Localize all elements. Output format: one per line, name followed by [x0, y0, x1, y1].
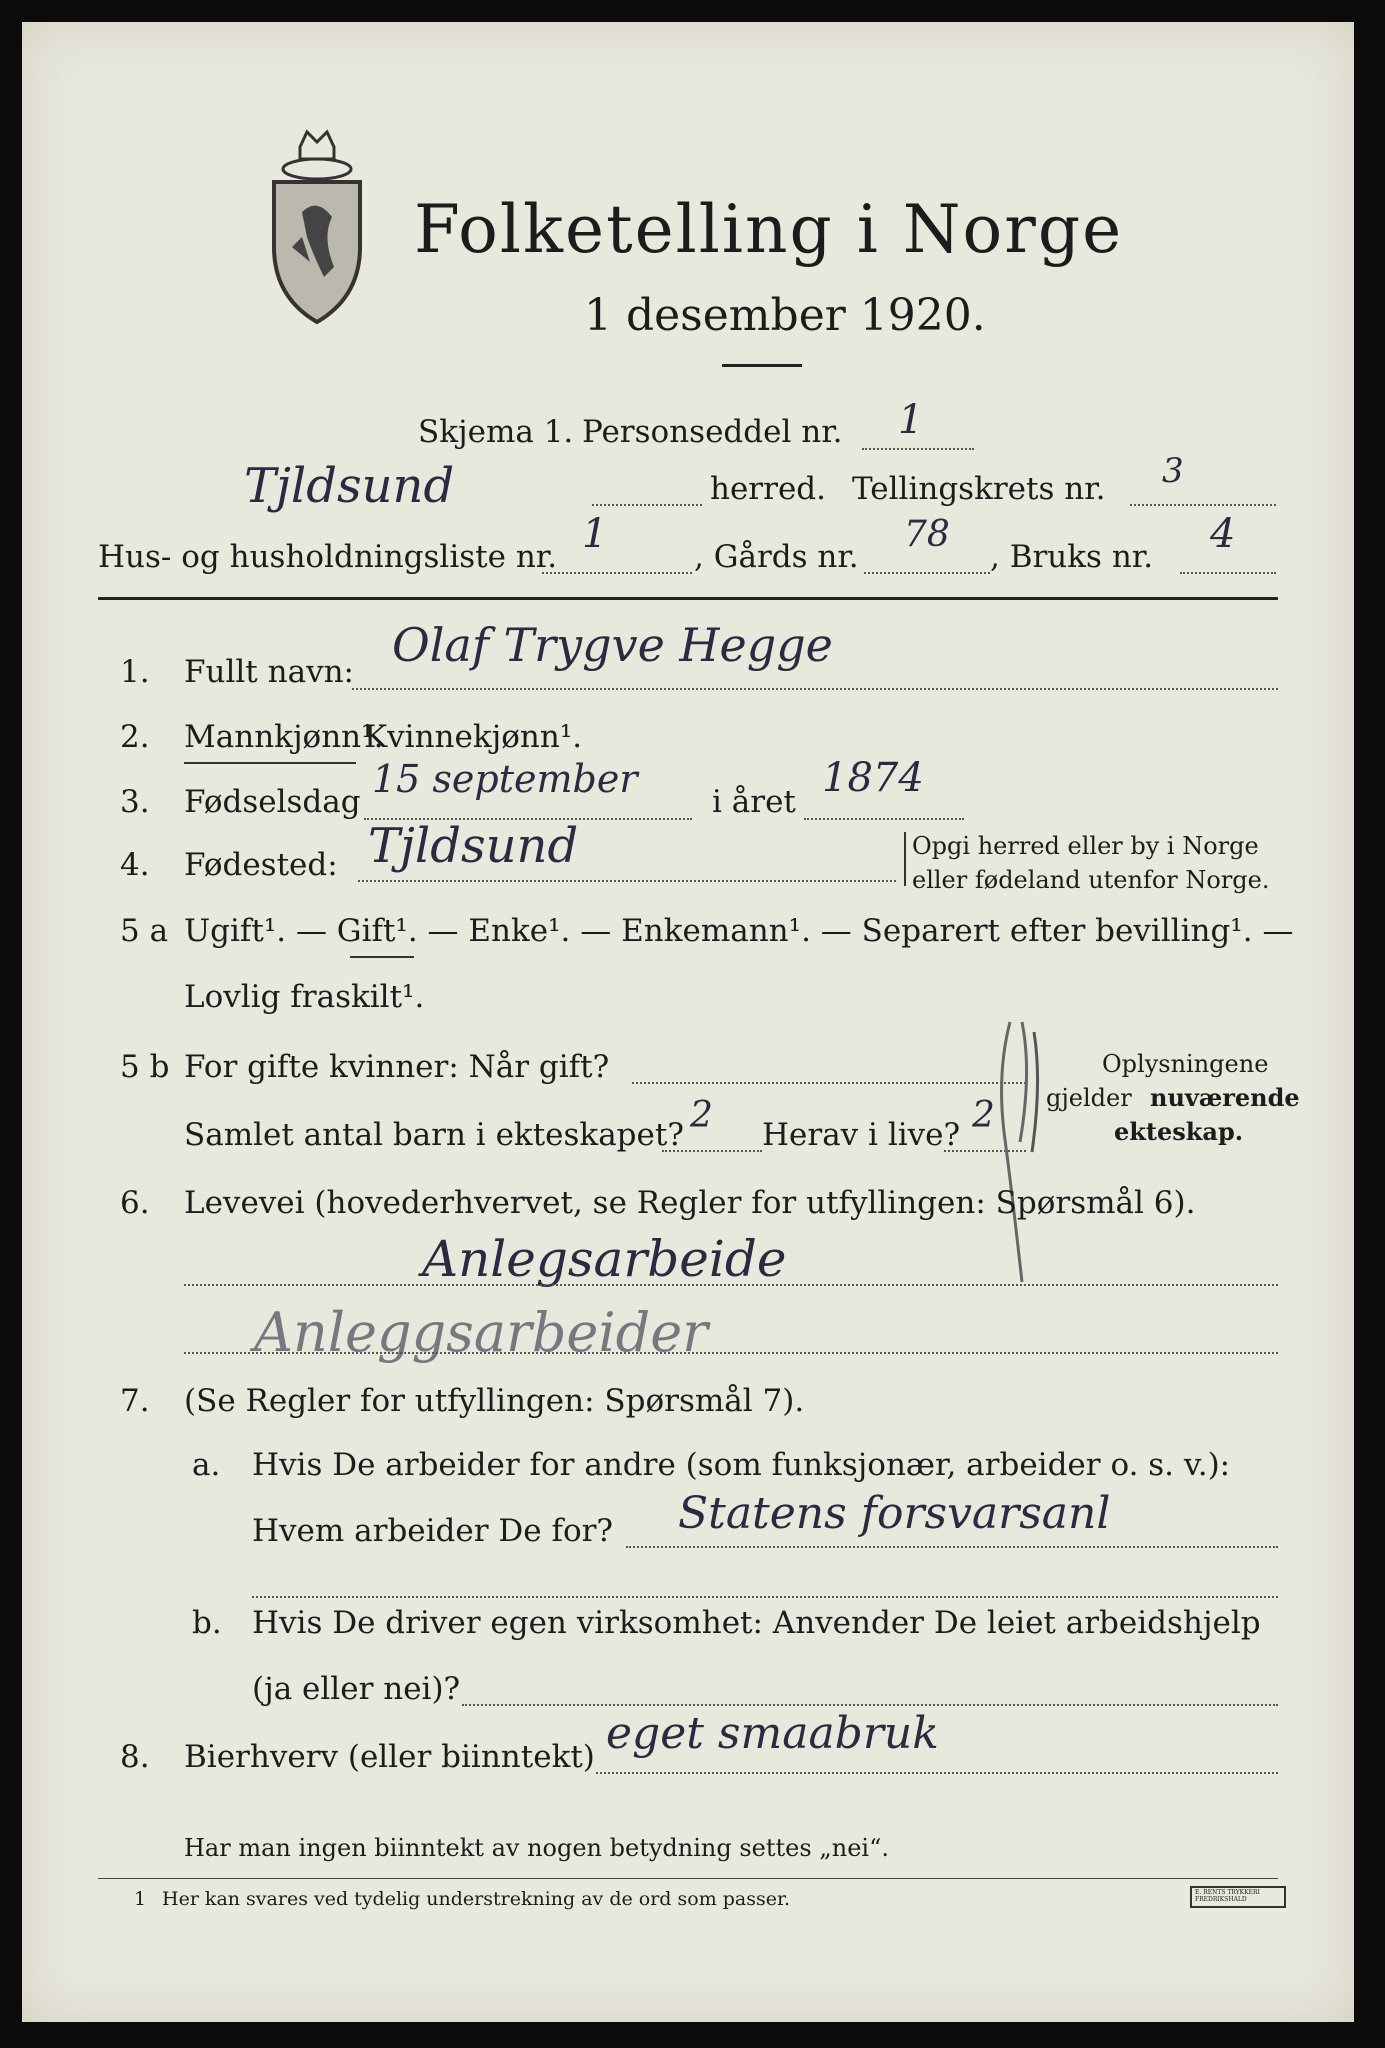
- q5a-number: 5 a: [120, 913, 169, 949]
- q5b-married-label: For gifte kvinner: Når gift?: [184, 1049, 610, 1085]
- header-divider: [98, 597, 1278, 600]
- q1-label: Fullt navn:: [184, 654, 354, 690]
- tellingskrets-label: Tellingskrets nr.: [852, 471, 1106, 507]
- q3-label: Fødselsdag: [184, 784, 361, 820]
- q8-label: Bierhverv (eller biinntekt): [184, 1739, 595, 1775]
- q8-number: 8.: [120, 1739, 150, 1775]
- q7-label: (Se Regler for utfyllingen: Spørsmål 7).: [184, 1383, 805, 1419]
- q5a-gift-underline: [350, 956, 414, 958]
- form-date: 1 desember 1920.: [584, 290, 986, 341]
- q6-pencil-annotation: Anleggsarbeider: [254, 1301, 708, 1364]
- coat-of-arms-icon: [262, 127, 372, 327]
- q7b-line1: Hvis De driver egen virksomhet: Anvender De leiet arbeidshjelp: [252, 1605, 1261, 1641]
- q6-occupation-value: Anlegsarbeide: [422, 1230, 787, 1288]
- q5a-options: Ugift¹. — Gift¹. — Enke¹. — Enkemann¹. — Separert efter bevilling¹. —: [184, 913, 1294, 949]
- q7a-number: a.: [192, 1447, 221, 1483]
- q5b-number: 5 b: [120, 1049, 170, 1085]
- q3-birthday-value: 15 september: [372, 757, 638, 801]
- husliste-value: 1: [582, 511, 608, 557]
- q2-female: Kvinnekjønn¹.: [364, 719, 583, 755]
- printer-stamp: E. RENTS TRYKKERI FREDRIKSHALD: [1190, 1886, 1286, 1908]
- q5b-note-line2b: nuværende: [1150, 1083, 1300, 1112]
- q1-name-value: Olaf Trygve Hegge: [392, 618, 833, 672]
- bruks-value: 4: [1210, 511, 1236, 557]
- pencil-mark: [992, 1012, 1052, 1292]
- q4-label: Fødested:: [184, 847, 338, 883]
- gards-value: 78: [904, 514, 950, 555]
- herred-value: Tjldsund: [244, 458, 455, 514]
- husliste-label: Hus- og husholdningsliste nr.: [98, 539, 558, 575]
- q2-male: Mannkjønn¹.: [184, 719, 384, 755]
- personseddel-value: 1: [898, 397, 924, 443]
- q3-year-label: i året: [712, 784, 796, 820]
- q7a-line1: Hvis De arbeider for andre (som funksjonær, arbeider o. s. v.):: [252, 1447, 1231, 1483]
- q6-number: 6.: [120, 1185, 150, 1221]
- q5a-options-line2: Lovlig fraskilt¹.: [184, 979, 425, 1015]
- q5b-alive-label: Herav i live?: [762, 1117, 961, 1153]
- q3-number: 3.: [120, 784, 150, 820]
- title-rule: [722, 364, 802, 367]
- q5b-children-value: 2: [690, 1095, 713, 1136]
- personseddel-label: Personseddel nr.: [582, 414, 843, 450]
- q8-side-income-value: eget smaabruk: [606, 1708, 939, 1759]
- footnote-number: 1: [134, 1888, 147, 1910]
- q4-note-line2: eller fødeland utenfor Norge.: [912, 866, 1270, 894]
- form-title: Folketelling i Norge: [414, 191, 1124, 268]
- q4-birthplace-value: Tjldsund: [368, 818, 579, 874]
- q7-number: 7.: [120, 1383, 150, 1419]
- q7a-line2: Hvem arbeider De for?: [252, 1513, 614, 1549]
- bruks-label: , Bruks nr.: [990, 539, 1154, 575]
- q2-male-underline: [184, 762, 356, 764]
- q2-number: 2.: [120, 719, 150, 755]
- q6-label: Levevei (hovederhvervet, se Regler for utfyllingen: Spørsmål 6).: [184, 1185, 1196, 1221]
- q5b-note-line3: ekteskap.: [1114, 1117, 1244, 1146]
- footnote-text: Her kan svares ved tydelig understrekning av de ord som passer.: [162, 1888, 791, 1910]
- gards-label: , Gårds nr.: [694, 539, 859, 575]
- q5b-children-label: Samlet antal barn i ekteskapet?: [184, 1117, 684, 1153]
- q4-note-line1: Opgi herred eller by i Norge: [912, 832, 1259, 860]
- q7b-number: b.: [192, 1605, 222, 1641]
- q1-number: 1.: [120, 654, 150, 690]
- census-form: [22, 22, 1354, 2022]
- q7a-employer-value: Statens forsvarsanl: [678, 1488, 1111, 1539]
- herred-label: herred.: [710, 471, 826, 507]
- q3-year-value: 1874: [822, 755, 924, 801]
- q4-number: 4.: [120, 847, 150, 883]
- q5b-note-line2a: gjelder: [1046, 1084, 1132, 1112]
- footer-note: Har man ingen biinntekt av nogen betydning settes „nei“.: [184, 1834, 889, 1862]
- skjema-label: Skjema 1.: [418, 414, 574, 450]
- q5b-note-line1: Oplysningene: [1102, 1050, 1269, 1078]
- q5b-alive-value: 2: [972, 1095, 995, 1136]
- q7b-line2: (ja eller nei)?: [252, 1671, 461, 1707]
- tellingskrets-value: 3: [1162, 451, 1184, 491]
